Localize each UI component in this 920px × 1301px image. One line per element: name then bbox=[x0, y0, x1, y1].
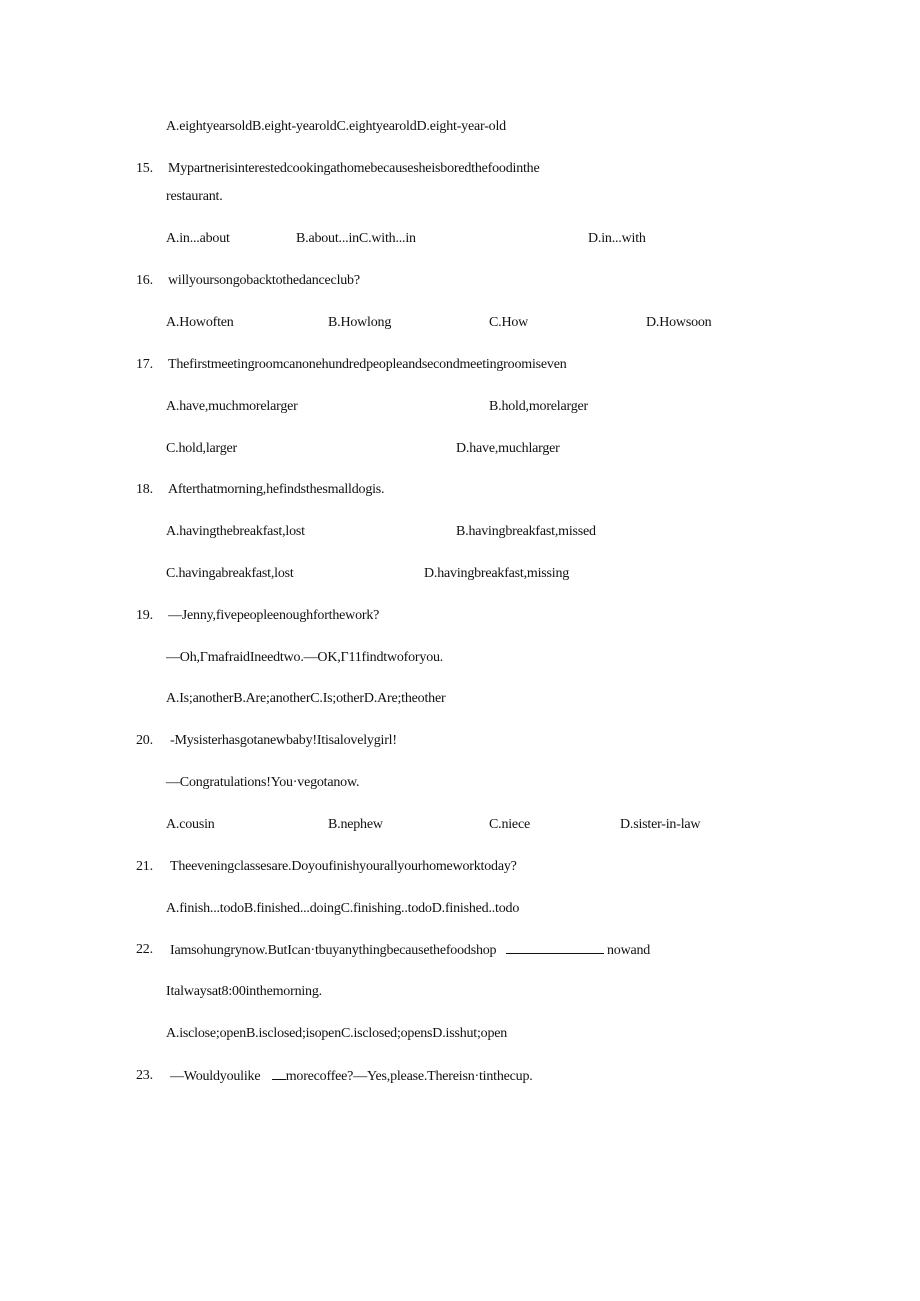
question-text-part: Iamsohungrynow.ButIcan·tbuyanythingbecausethefoodshop bbox=[170, 943, 497, 958]
option-a: A.havingthebreakfast,lost bbox=[166, 524, 305, 539]
option-c: C.How bbox=[489, 315, 529, 330]
option-line: A.finish...todoB.finished...doingC.finishing..todoD.finished..todo bbox=[166, 901, 520, 916]
question-text: Mypartnerisinterestedcookingathomebecausesheisboredthefoodinthe bbox=[168, 161, 540, 176]
question-text bbox=[170, 1067, 533, 1086]
option-b: B.about...inC.with...in bbox=[296, 231, 416, 246]
option-a: A.in...about bbox=[166, 231, 230, 246]
option-b: B.havingbreakfast,missed bbox=[456, 524, 596, 539]
option-c: C.havingabreakfast,lost bbox=[166, 566, 294, 581]
question-text: Italwaysat8:00inthemorning. bbox=[166, 984, 322, 999]
question-text: Afterthatmorning,hefindsthesmalldogis. bbox=[168, 482, 385, 497]
question-number: 22. bbox=[136, 942, 153, 957]
answer-blank bbox=[272, 1067, 286, 1080]
question-text-part: morecoffee?—Yes,please.Thereisn·tinthecup. bbox=[285, 1069, 533, 1084]
option-line: A.Is;anotherB.Are;anotherC.Is;otherD.Are;theother bbox=[166, 691, 446, 706]
answer-blank bbox=[506, 941, 604, 954]
question-number: 23. bbox=[136, 1068, 153, 1083]
option-d: D.in...with bbox=[588, 231, 646, 246]
question-number: 21. bbox=[136, 859, 153, 874]
question-number: 17. bbox=[136, 357, 153, 372]
question-text: Theeveningclassesare.Doyoufinishyourallyourhomeworktoday? bbox=[170, 859, 517, 874]
option-d: D.Howsoon bbox=[646, 315, 712, 330]
question-number: 19. bbox=[136, 608, 153, 623]
option-line: A.isclose;openB.isclosed;isopenC.isclosed;opensD.isshut;open bbox=[166, 1026, 508, 1041]
question-text: —Oh,ΓmafraidIneedtwo.—OK,Γ11findtwoforyou. bbox=[166, 650, 444, 665]
question-number: 20. bbox=[136, 733, 153, 748]
option-a: A.Howoften bbox=[166, 315, 234, 330]
option-d: D.havingbreakfast,missing bbox=[424, 566, 570, 581]
question-number: 18. bbox=[136, 482, 153, 497]
option-c: C.niece bbox=[489, 817, 530, 832]
option-a: A.have,muchmorelarger bbox=[166, 399, 298, 414]
question-text: willyoursongobacktothedanceclub? bbox=[168, 273, 360, 288]
option-c: C.hold,larger bbox=[166, 441, 238, 456]
option-a: A.cousin bbox=[166, 817, 215, 832]
option-b: B.nephew bbox=[328, 817, 383, 832]
option-line: A.eightyearsoldB.eight-yearoldC.eightyearoldD.eight-year-old bbox=[166, 119, 506, 134]
question-text: restaurant. bbox=[166, 189, 223, 204]
question-text-part: —Wouldyoulike bbox=[170, 1069, 261, 1084]
option-d: D.sister-in-law bbox=[620, 817, 701, 832]
question-text bbox=[170, 941, 650, 960]
question-text-part: nowand bbox=[606, 943, 651, 958]
question-text: Thefirstmeetingroomcanonehundredpeopleandsecondmeetingroomiseven bbox=[168, 357, 567, 372]
question-text: -Mysisterhasgotanewbaby!Itisalovelygirl! bbox=[170, 733, 397, 748]
question-text: —Congratulations!You·vegotanow. bbox=[166, 775, 360, 790]
option-d: D.have,muchlarger bbox=[456, 441, 560, 456]
question-number: 15. bbox=[136, 161, 153, 176]
option-b: B.hold,morelarger bbox=[489, 399, 588, 414]
option-b: B.Howlong bbox=[328, 315, 392, 330]
question-number: 16. bbox=[136, 273, 153, 288]
question-text: —Jenny,fivepeopleenoughforthework? bbox=[168, 608, 380, 623]
